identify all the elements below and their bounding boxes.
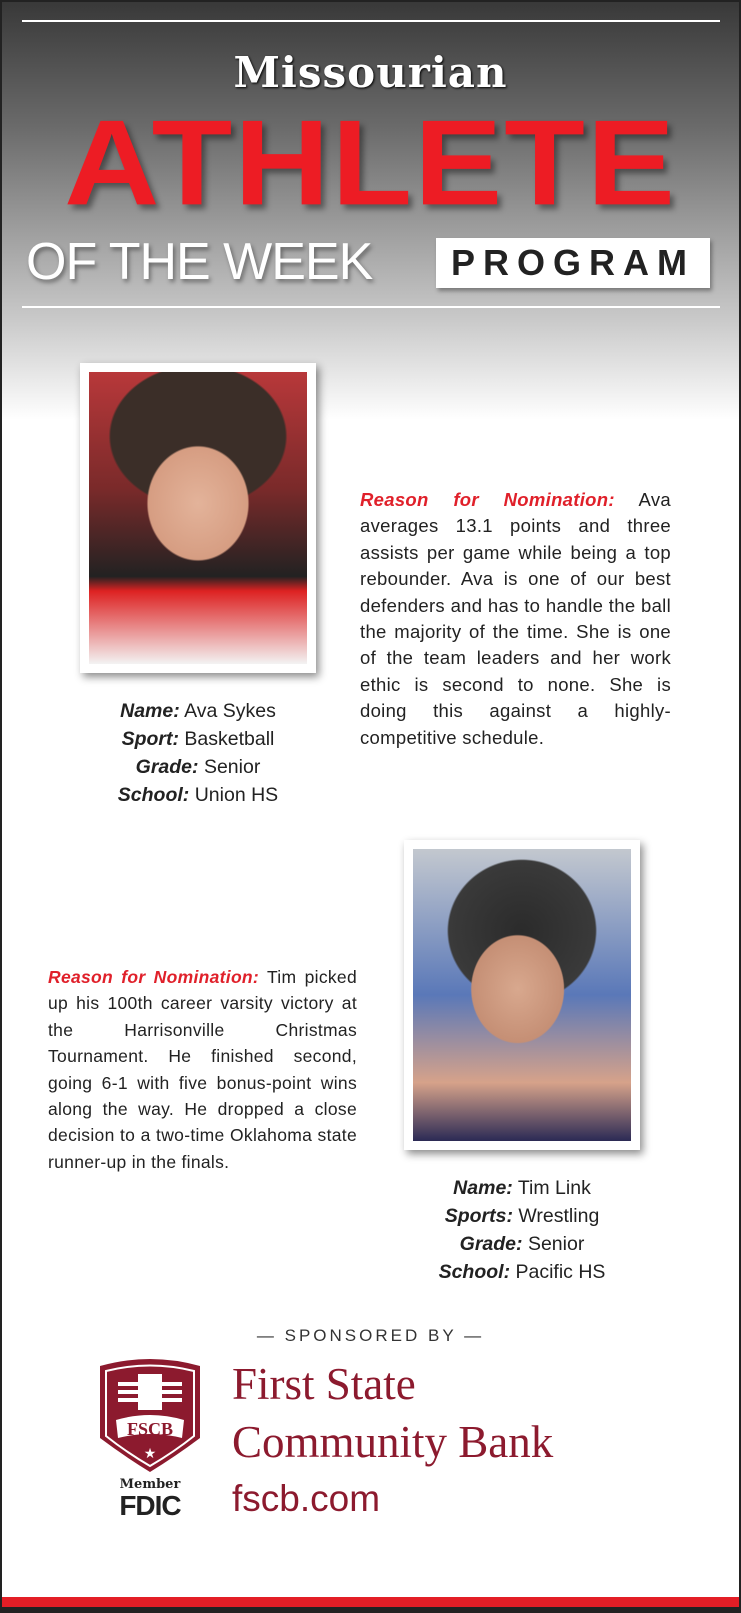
reason-text: Ava averages 13.1 points and three assists per game while being a top rebounder. Ava is one of our best defenders and has to handle the ball the majority of the time. She is one of the team leaders and her work ethic is second to none. She is doing this against a highly-competitive schedule. — [360, 489, 671, 748]
footer-red-bar — [0, 1597, 741, 1607]
sport-value: Wrestling — [518, 1205, 600, 1227]
svg-text:FSCB: FSCB — [126, 1419, 174, 1439]
member-text: Member — [119, 1477, 181, 1492]
school-value: Pacific HS — [515, 1261, 606, 1283]
grade-label: Grade: — [459, 1233, 523, 1255]
reason-label: Reason for Nomination: — [48, 967, 260, 987]
grade-value: Senior — [203, 756, 261, 778]
sport-label: Sport: — [121, 728, 179, 750]
sponsored-by-label: — SPONSORED BY — — [256, 1326, 485, 1345]
name-label: Name: — [453, 1177, 513, 1199]
school-value: Union HS — [194, 784, 279, 806]
footer-dark-bar — [0, 1607, 741, 1613]
nomination-reason-1 — [360, 487, 671, 751]
program-badge: PROGRAM — [436, 238, 710, 288]
title-athlete: ATHLETE — [64, 94, 677, 231]
name-value: Ava Sykes — [184, 700, 276, 722]
fdic-text: FDIC — [119, 1490, 181, 1521]
grade-value: Senior — [527, 1233, 585, 1255]
header-bottom-rule — [22, 306, 720, 308]
masthead-logo: Missourian — [233, 48, 508, 97]
sport-value: Basketball — [184, 728, 275, 750]
bank-name-line2: Community Bank — [232, 1417, 554, 1467]
school-label: School: — [438, 1261, 511, 1283]
top-rule — [22, 20, 720, 22]
athlete-info-2 — [412, 1174, 632, 1286]
nomination-reason-2 — [48, 964, 357, 1175]
athlete-info-1 — [88, 697, 308, 809]
svg-text:★: ★ — [143, 1445, 157, 1461]
name-value: Tim Link — [517, 1177, 591, 1199]
school-label: School: — [117, 784, 190, 806]
sport-label: Sports: — [444, 1205, 513, 1227]
fscb-shield-logo — [96, 1356, 204, 1474]
athlete-photo-tim-link — [404, 840, 640, 1150]
bank-website-link[interactable]: fscb.com — [232, 1478, 381, 1519]
grade-label: Grade: — [135, 756, 199, 778]
bank-name-line1: First State — [232, 1359, 416, 1409]
title-of-the-week: OF THE WEEK — [26, 233, 373, 291]
reason-label: Reason for Nomination: — [360, 489, 615, 510]
athlete-photo-ava-sykes — [80, 363, 316, 673]
name-label: Name: — [120, 700, 180, 722]
member-fdic-logo — [108, 1478, 192, 1520]
reason-text: Tim picked up his 100th career varsity victory at the Harrisonville Christmas Tournament. He finished second, going 6-1 with five bonus-point wins along the way. He dropped a close decision to a two-time Oklahoma state runner-up in the finals. — [48, 967, 357, 1172]
